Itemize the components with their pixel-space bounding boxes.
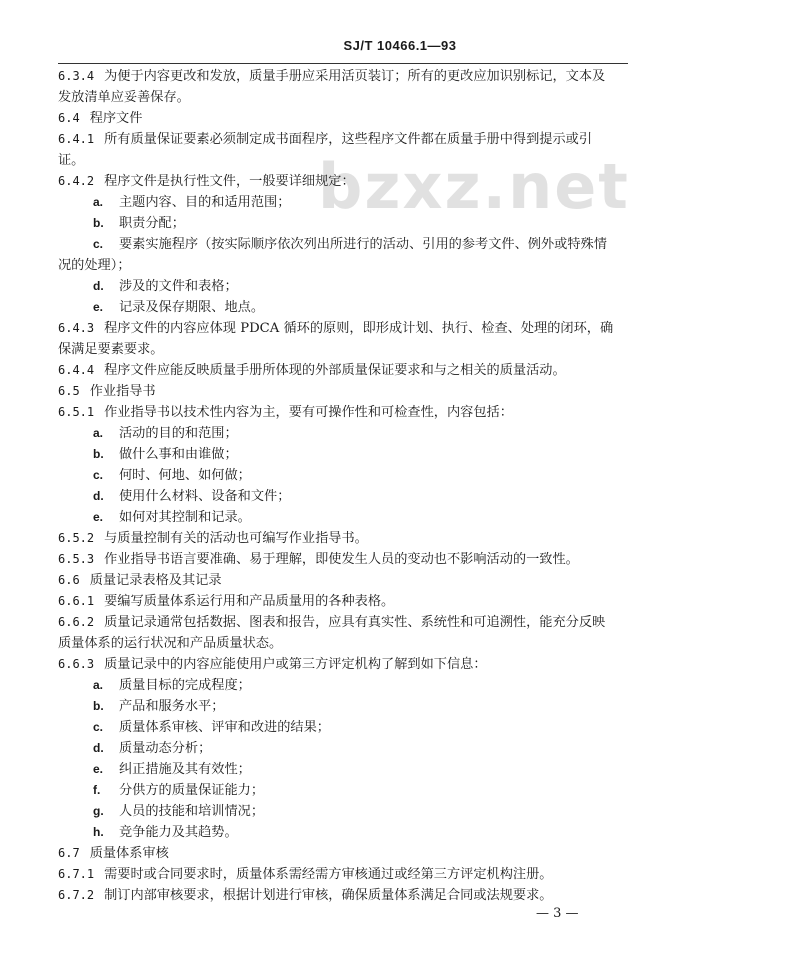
line-text: 与质量控制有关的活动也可编写作业指导书。	[104, 531, 368, 546]
line-text: 主题内容、目的和适用范围；	[119, 195, 291, 210]
list-item-label: d.	[93, 741, 104, 755]
line-text: 需要时或合同要求时，质量体系需经需方审核通过或经第三方评定机构注册。	[104, 867, 553, 882]
list-item	[58, 507, 628, 528]
line-text: 程序文件应能反映质量手册所体现的外部质量保证要求和与之相关的质量活动。	[104, 363, 566, 378]
line-text: 作业指导书语言要准确、易于理解，即使发生人员的变动也不影响活动的一致性。	[104, 552, 579, 567]
line-text: 制订内部审核要求，根据计划进行审核，确保质量体系满足合同或法规要求。	[104, 888, 553, 903]
clause-number: 6.6.3	[58, 657, 95, 671]
list-item	[58, 486, 628, 507]
clause-line	[58, 318, 628, 339]
line-text: 要素实施程序（按实际顺序依次列出所进行的活动、引用的参考文件、例外或特殊情	[119, 237, 607, 252]
line-text: 要编写质量体系运行用和产品质量用的各种表格。	[104, 594, 395, 609]
line-text: 作业指导书	[89, 384, 156, 399]
line-text: 质量记录中的内容应能使用户或第三方评定机构了解到如下信息：	[104, 657, 487, 672]
clause-number: 6.5.1	[58, 405, 95, 419]
line-text: 质量体系审核、评审和改进的结果；	[119, 720, 330, 735]
clause-number: 6.4.2	[58, 174, 95, 188]
line-text: 竞争能力及其趋势。	[119, 825, 238, 840]
list-item	[58, 192, 628, 213]
clause-number: 6.5	[58, 384, 80, 398]
line-text: 质量记录通常包括数据、图表和报告，应具有真实性、系统性和可追溯性，能充分反映	[104, 615, 606, 630]
list-item	[58, 423, 628, 444]
clause-number: 6.7	[58, 846, 80, 860]
standard-code-header: SJ/T 10466.1—93	[343, 38, 457, 53]
clause-line	[58, 591, 628, 612]
list-item-label: g.	[93, 804, 104, 818]
clause-number: 6.7.1	[58, 867, 95, 881]
list-item-label: b.	[93, 699, 104, 713]
line-text: 人员的技能和培训情况；	[119, 804, 265, 819]
clause-line	[58, 66, 628, 87]
clause-line	[58, 129, 628, 150]
line-text: 纠正措施及其有效性；	[119, 762, 251, 777]
list-item-label: a.	[93, 195, 104, 209]
clause-line	[58, 171, 628, 192]
line-text: 发放清单应妥善保存。	[58, 90, 190, 105]
line-text: 质量目标的完成程度；	[119, 678, 251, 693]
list-item	[58, 297, 628, 318]
line-text: 涉及的文件和表格；	[119, 279, 238, 294]
list-item-label: f.	[93, 783, 101, 797]
list-item-label: e.	[93, 762, 104, 776]
list-item	[58, 822, 628, 843]
list-item-label: c.	[93, 237, 104, 251]
clause-line	[58, 549, 628, 570]
document-body	[58, 66, 628, 906]
line-text: 使用什么材料、设备和文件；	[119, 489, 291, 504]
list-item-label: e.	[93, 510, 104, 524]
line-text: 证。	[58, 153, 85, 168]
list-item-label: d.	[93, 279, 104, 293]
list-item-label: c.	[93, 468, 104, 482]
section-heading	[58, 108, 628, 129]
list-item	[58, 696, 628, 717]
line-text: 质量记录表格及其记录	[89, 573, 222, 588]
list-item-label: b.	[93, 447, 104, 461]
clause-line	[58, 885, 628, 906]
line-text: 保满足要素要求。	[58, 342, 164, 357]
clause-number: 6.6	[58, 573, 80, 587]
clause-number: 6.5.2	[58, 531, 95, 545]
clause-line	[58, 864, 628, 885]
list-item-label: b.	[93, 216, 104, 230]
line-text: 所有质量保证要素必须制定成书面程序，这些程序文件都在质量手册中得到提示或引	[104, 132, 593, 147]
list-item-label: a.	[93, 426, 104, 440]
list-item	[58, 780, 628, 801]
line-text: 何时、何地、如何做；	[119, 468, 251, 483]
line-text: 况的处理）；	[58, 258, 131, 273]
list-item	[58, 675, 628, 696]
line-text: 为便于内容更改和发放，质量手册应采用活页装订；所有的更改应加识别标记，文本及	[104, 69, 606, 84]
clause-number: 6.4.4	[58, 363, 95, 377]
clause-number: 6.4.1	[58, 132, 95, 146]
list-item-label: d.	[93, 489, 104, 503]
list-item-label: a.	[93, 678, 104, 692]
line-text: 产品和服务水平；	[119, 699, 225, 714]
clause-number: 6.7.2	[58, 888, 95, 902]
section-heading	[58, 843, 628, 864]
clause-number: 6.4	[58, 111, 80, 125]
clause-number: 6.6.1	[58, 594, 95, 608]
list-item	[58, 738, 628, 759]
line-text: 活动的目的和范围；	[119, 426, 238, 441]
line-text: 记录及保存期限、地点。	[119, 300, 265, 315]
line-text: 质量体系的运行状况和产品质量状态。	[58, 636, 283, 651]
line-text: 质量动态分析；	[119, 741, 212, 756]
continuation-line	[58, 150, 628, 171]
line-text: 质量体系审核	[89, 846, 169, 861]
list-item-label: h.	[93, 825, 104, 839]
line-text: 程序文件的内容应体现 PDCA 循环的原则，即形成计划、执行、检查、处理的闭环，确	[104, 321, 614, 336]
list-item	[58, 213, 628, 234]
list-item-label: c.	[93, 720, 104, 734]
list-item-label: e.	[93, 300, 104, 314]
continuation-line	[58, 87, 628, 108]
list-item	[58, 234, 628, 255]
clause-line	[58, 528, 628, 549]
continuation-line	[58, 255, 628, 276]
list-item	[58, 801, 628, 822]
header-rule	[58, 63, 628, 64]
line-text: 程序文件是执行性文件，一般要详细规定：	[104, 174, 355, 189]
line-text: 分供方的质量保证能力；	[119, 783, 265, 798]
clause-line	[58, 402, 628, 423]
watermark: bzxz.net	[318, 150, 630, 223]
list-item	[58, 276, 628, 297]
list-item	[58, 717, 628, 738]
list-item	[58, 759, 628, 780]
clause-line	[58, 360, 628, 381]
list-item	[58, 465, 628, 486]
clause-line	[58, 654, 628, 675]
section-heading	[58, 381, 628, 402]
clause-number: 6.6.2	[58, 615, 95, 629]
clause-number: 6.3.4	[58, 69, 95, 83]
section-heading	[58, 570, 628, 591]
continuation-line	[58, 339, 628, 360]
line-text: 作业指导书以技术性内容为主，要有可操作性和可检查性，内容包括：	[104, 405, 513, 420]
clause-number: 6.5.3	[58, 552, 95, 566]
list-item	[58, 444, 628, 465]
continuation-line	[58, 633, 628, 654]
clause-line	[58, 612, 628, 633]
line-text: 职责分配；	[119, 216, 185, 231]
page-number: — 3 —	[536, 906, 579, 921]
line-text: 做什么事和由谁做；	[119, 447, 238, 462]
clause-number: 6.4.3	[58, 321, 95, 335]
line-text: 程序文件	[89, 111, 143, 126]
line-text: 如何对其控制和记录。	[119, 510, 251, 525]
